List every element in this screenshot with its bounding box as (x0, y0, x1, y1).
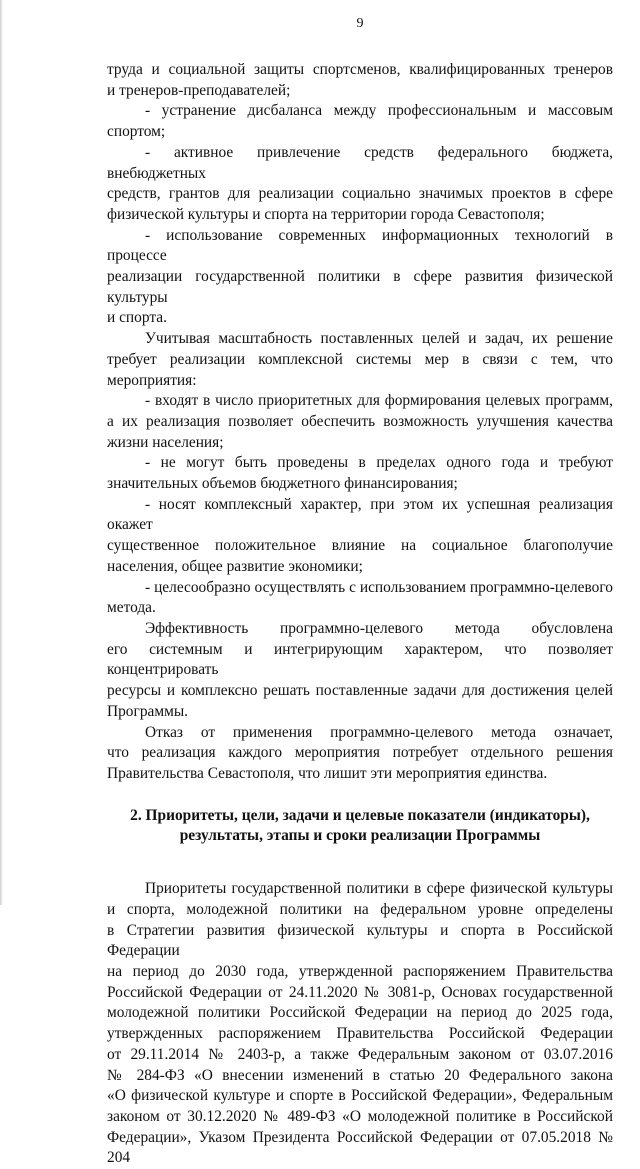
text-line: и спорта, молодежной политики на федеральном уровне определены (107, 900, 613, 918)
text-line: законом от 30.12.2020 № 489-ФЗ «О молодежной политике в Российской (107, 1107, 613, 1125)
text-line: его системным и интегрирующим характером, что позволяет концентрировать (107, 640, 613, 679)
paragraph (107, 495, 613, 578)
text-line: реализации государственной политики в сфере развития физической культуры (107, 268, 613, 306)
section-heading-line-2: результаты, этапы и сроки реализации Программы (179, 827, 541, 845)
text-line: «О физической культуре и спорте в Российской Федерации», Федеральным (107, 1087, 613, 1105)
text-line: - носят комплексный характер, при этом их успешная реализация окажет (107, 495, 613, 534)
intro-paragraph (107, 60, 613, 101)
paragraph (107, 578, 613, 619)
text-line: Российской Федерации от 24.11.2020 № 3081-р, Основах государственной (107, 983, 613, 1001)
text-line: Федерации», Указом Президента Российской Федерации от 07.05.2018 № 204 (107, 1128, 613, 1167)
text-line: - целесообразно осуществлять с использованием программно-целевого (145, 578, 613, 596)
text-line: и тренеров-преподавателей; (107, 81, 291, 99)
text-line: в Стратегии развития физической культуры и спорта в Российской Федерации (107, 921, 613, 960)
text-line: Учитывая масштабность поставленных целей и задач, их решение (145, 330, 613, 348)
text-line: физической культуры и спорта на территории города Севастополя; (107, 205, 545, 223)
text-line: а их реализация позволяет обеспечить возможность улучшения качества (107, 412, 613, 430)
document-page (107, 16, 613, 1169)
text-line: на период до 2030 года, утвержденной распоряжением Правительства (107, 963, 613, 981)
text-line: - устранение дисбаланса между профессиональным и массовым (145, 102, 613, 120)
text-line: что реализация каждого мероприятия потребует отдельного решения (107, 744, 613, 762)
text-line: Приоритеты государственной политики в сфере физической культуры (145, 880, 613, 898)
paragraph (107, 453, 613, 494)
text-line: требует реализации комплексной системы мер в связи с тем, что мероприятия: (107, 350, 613, 389)
text-line: Правительства Севастополя, что лишит эти мероприятия единства. (107, 764, 548, 782)
page-number: 9 (356, 16, 364, 31)
paragraph (107, 723, 613, 785)
text-line: Отказ от применения программно-целевого метода означает, (145, 723, 613, 741)
text-line: средств, грантов для реализации социально значимых проектов в сфере (107, 185, 613, 203)
text-line: населения, общее развитие экономики; (107, 557, 363, 575)
text-line: - входят в число приоритетных для формирования целевых программ, (145, 392, 613, 410)
text-line: молодежной политики Российской Федерации на период до 2025 года, (107, 1004, 613, 1022)
section-paragraph (107, 879, 613, 1169)
text-line: № 284-ФЗ «О внесении изменений в статью 20 Федерального закона (107, 1066, 613, 1084)
text-line: - не могут быть проведены в пределах одного года и требуют (145, 454, 613, 472)
text-line: труда и социальной защиты спортсменов, квалифицированных тренеров (107, 61, 613, 78)
text-line: спортом; (107, 123, 166, 141)
paragraph (107, 329, 613, 391)
paragraph (107, 226, 613, 330)
text-line: значительных объемов бюджетного финансирования; (107, 475, 458, 493)
text-line: существенное положительное влияние на социальное благополучие (107, 537, 613, 555)
scan-edge-shadow (0, 0, 3, 905)
section-heading (107, 806, 613, 848)
paragraph (107, 619, 613, 723)
section-heading-line-1: 2. Приоритеты, цели, задачи и целевые показатели (индикаторы), (130, 806, 590, 824)
paragraph (107, 391, 613, 453)
text-line: жизни населения; (107, 433, 224, 451)
text-line: метода. (107, 599, 156, 617)
body-text (107, 60, 613, 1169)
text-line: ресурсы и комплексно решать поставленные задачи для достижения целей (107, 682, 613, 700)
paragraph-list (107, 101, 613, 784)
text-line: утвержденных распоряжением Правительства Российской Федерации (107, 1025, 613, 1043)
text-line: Программы. (107, 702, 189, 720)
paragraph (107, 143, 613, 226)
text-line: - использование современных информационных технологий в процессе (107, 226, 613, 265)
text-line: Эффективность программно-целевого метода обусловлена (145, 619, 613, 637)
paragraph (107, 101, 613, 142)
text-line: от 29.11.2014 № 2403-р, а также Федеральным законом от 03.07.2016 (107, 1045, 613, 1063)
text-line: - активное привлечение средств федерального бюджета, внебюджетных (107, 143, 613, 182)
text-line: и спорта. (107, 309, 167, 327)
